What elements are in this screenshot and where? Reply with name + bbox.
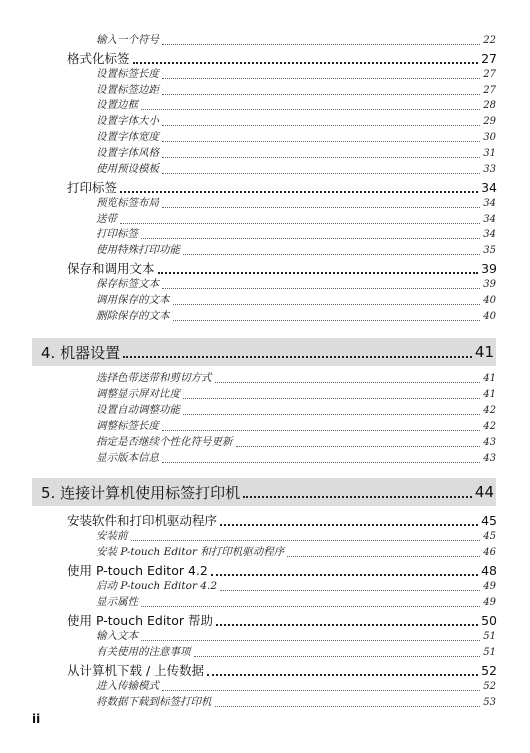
toc-entry[interactable] <box>96 226 496 242</box>
leader-dots <box>236 434 481 450</box>
toc-entry-label: 预览标签布局 <box>96 197 159 209</box>
leader-dots <box>183 386 480 402</box>
toc-entry-page: 34 <box>483 229 496 240</box>
toc-entry[interactable] <box>96 161 496 177</box>
toc-section-label: 使用 P-touch Editor 帮助 <box>67 613 213 628</box>
toc-entry-page: 46 <box>483 547 496 558</box>
leader-dots <box>162 678 480 694</box>
toc-entry-page: 31 <box>483 148 496 159</box>
toc-section-label: 安装软件和打印机驱动程序 <box>67 513 218 528</box>
toc-entry-label: 设置字体宽度 <box>96 131 159 143</box>
toc-entry-page: 42 <box>483 405 496 416</box>
leader-dots <box>162 82 480 98</box>
toc-entry-label: 使用预设模板 <box>96 163 159 175</box>
toc-entry-label: 调整显示屏对比度 <box>96 388 180 400</box>
toc-entry-page: 34 <box>483 214 496 225</box>
leader-dots <box>287 544 480 560</box>
toc-entry[interactable] <box>96 32 496 48</box>
leader-dots <box>215 694 481 710</box>
toc-entry-label: 送带 <box>96 213 117 225</box>
toc-chapter-label: 4. 机器设置 <box>41 343 121 362</box>
toc-entry[interactable] <box>96 386 496 402</box>
toc-entry-page: 40 <box>483 311 496 322</box>
toc-entry[interactable] <box>96 628 496 644</box>
toc-section[interactable] <box>67 259 497 277</box>
toc-entry[interactable] <box>96 678 496 694</box>
leader-dots <box>131 528 481 544</box>
toc-entry-page: 51 <box>483 647 496 658</box>
leader-dots <box>162 32 480 48</box>
toc-section[interactable] <box>67 661 497 679</box>
toc-entry-page: 28 <box>483 100 496 111</box>
toc-entry[interactable] <box>96 276 496 292</box>
toc-entry-label: 设置字体风格 <box>96 147 159 159</box>
toc-entry-label: 显示版本信息 <box>96 452 159 464</box>
toc-entry[interactable] <box>96 544 496 560</box>
toc-entry-page: 51 <box>483 631 496 642</box>
toc-section[interactable] <box>67 561 497 579</box>
toc-entry[interactable] <box>96 402 496 418</box>
toc-entry-label: 使用特殊打印功能 <box>96 244 180 256</box>
leader-dots <box>123 338 472 366</box>
toc-entry-label: 调用保存的文本 <box>96 294 170 306</box>
toc-entry-label: 调整标签长度 <box>96 420 159 432</box>
toc-chapter-label: 5. 连接计算机使用标签打印机 <box>41 483 241 502</box>
leader-dots <box>211 561 478 579</box>
leader-dots <box>173 292 481 308</box>
toc-entry-label: 启动 P-touch Editor 4.2 <box>96 580 218 592</box>
toc-entry[interactable] <box>96 578 496 594</box>
leader-dots <box>220 578 480 594</box>
toc-entry[interactable] <box>96 418 496 434</box>
leader-dots <box>162 276 480 292</box>
leader-dots <box>194 644 481 660</box>
toc-section-page: 48 <box>481 563 497 578</box>
leader-dots <box>207 661 478 679</box>
leader-dots <box>173 308 481 324</box>
toc-entry-page: 22 <box>483 35 496 46</box>
toc-entry-page: 39 <box>483 279 496 290</box>
toc-entry-label: 进入传输模式 <box>96 680 159 692</box>
leader-dots <box>162 195 480 211</box>
toc-entry-label: 设置字体大小 <box>96 115 159 127</box>
leader-dots <box>220 511 478 529</box>
toc-chapter-page: 41 <box>474 343 494 361</box>
toc-entry-page: 33 <box>483 164 496 175</box>
leader-dots <box>133 49 479 67</box>
toc-entry-label: 打印标签 <box>96 228 138 240</box>
toc-entry[interactable] <box>96 528 496 544</box>
toc-entry-label: 设置边框 <box>96 99 138 111</box>
toc-entry[interactable] <box>96 644 496 660</box>
toc-entry[interactable] <box>96 450 496 466</box>
toc-entry[interactable] <box>96 113 496 129</box>
toc-section-page: 52 <box>481 663 497 678</box>
toc-entry-page: 49 <box>483 581 496 592</box>
toc-entry[interactable] <box>96 211 496 227</box>
page-number: ii <box>32 712 41 726</box>
toc-entry-page: 34 <box>483 198 496 209</box>
leader-dots <box>216 611 478 629</box>
toc-entry-page: 53 <box>483 697 496 708</box>
leader-dots <box>141 97 480 113</box>
leader-dots <box>162 113 480 129</box>
toc-entry-label: 输入一个符号 <box>96 34 159 46</box>
toc-section[interactable] <box>67 49 497 67</box>
toc-entry-page: 30 <box>483 132 496 143</box>
leader-dots <box>141 594 480 610</box>
leader-dots <box>120 211 480 227</box>
toc-entry[interactable] <box>96 82 496 98</box>
toc-entry[interactable] <box>96 434 496 450</box>
toc-entry-label: 有关使用的注意事项 <box>96 646 191 658</box>
toc-entry[interactable] <box>96 97 496 113</box>
toc-entry[interactable] <box>96 195 496 211</box>
toc-section-page: 50 <box>481 613 497 628</box>
toc-section-label: 打印标签 <box>67 180 118 195</box>
toc-entry-label: 保存标签文本 <box>96 278 159 290</box>
toc-section-label: 使用 P-touch Editor 4.2 <box>67 563 208 578</box>
leader-dots <box>120 178 478 196</box>
leader-dots <box>162 450 480 466</box>
leader-dots <box>162 129 480 145</box>
toc-section-page: 39 <box>481 261 497 276</box>
toc-entry-page: 27 <box>483 69 496 80</box>
toc-entry-label: 将数据下载到标签打印机 <box>96 696 212 708</box>
toc-entry-page: 43 <box>483 437 496 448</box>
leader-dots <box>215 370 481 386</box>
toc-entry-page: 40 <box>483 295 496 306</box>
toc-entry[interactable] <box>96 308 496 324</box>
toc-entry[interactable] <box>96 242 496 258</box>
toc-chapter[interactable] <box>32 478 496 506</box>
toc-entry-label: 删除保存的文本 <box>96 310 170 322</box>
toc-entry-page: 42 <box>483 421 496 432</box>
toc-entry[interactable] <box>96 129 496 145</box>
leader-dots <box>183 242 480 258</box>
toc-entry-label: 选择色带送带和剪切方式 <box>96 372 212 384</box>
toc-entry[interactable] <box>96 370 496 386</box>
toc-entry-label: 指定是否继续个性化符号更新 <box>96 436 233 448</box>
toc-section[interactable] <box>67 511 497 529</box>
toc-entry-page: 45 <box>483 531 496 542</box>
toc-entry-label: 显示属性 <box>96 596 138 608</box>
leader-dots <box>183 402 480 418</box>
leader-dots <box>162 161 480 177</box>
toc-entry-page: 41 <box>483 373 496 384</box>
toc-section-label: 格式化标签 <box>67 51 130 66</box>
toc-section[interactable] <box>67 178 497 196</box>
leader-dots <box>141 226 480 242</box>
toc-section-page: 45 <box>481 513 497 528</box>
toc-section-page: 34 <box>481 180 497 195</box>
toc-section-label: 保存和调用文本 <box>67 261 155 276</box>
toc-entry[interactable] <box>96 145 496 161</box>
toc-entry[interactable] <box>96 594 496 610</box>
toc-entry-label: 安装 P-touch Editor 和打印机驱动程序 <box>96 546 285 558</box>
toc-entry[interactable] <box>96 292 496 308</box>
toc-entry[interactable] <box>96 66 496 82</box>
toc-entry-page: 41 <box>483 389 496 400</box>
leader-dots <box>162 418 480 434</box>
leader-dots <box>162 145 480 161</box>
toc-entry-page: 49 <box>483 597 496 608</box>
toc-section[interactable] <box>67 611 497 629</box>
toc-entry[interactable] <box>96 694 496 710</box>
toc-entry-page: 52 <box>483 681 496 692</box>
toc-section-label: 从计算机下载 / 上传数据 <box>67 663 205 678</box>
toc-section-page: 27 <box>481 51 497 66</box>
toc-entry-label: 设置标签长度 <box>96 68 159 80</box>
toc-entry-page: 35 <box>483 245 496 256</box>
toc-entry-page: 27 <box>483 85 496 96</box>
toc-entry-label: 安装前 <box>96 530 128 542</box>
toc-entry-label: 设置标签边距 <box>96 84 159 96</box>
toc-chapter-page: 44 <box>474 483 494 501</box>
toc-entry-page: 29 <box>483 116 496 127</box>
leader-dots <box>158 259 479 277</box>
leader-dots <box>243 478 472 506</box>
toc-entry-label: 设置自动调整功能 <box>96 404 180 416</box>
leader-dots <box>162 66 480 82</box>
toc-entry-label: 输入文本 <box>96 630 138 642</box>
toc-entry-page: 43 <box>483 453 496 464</box>
leader-dots <box>141 628 480 644</box>
toc-chapter[interactable] <box>32 338 496 366</box>
